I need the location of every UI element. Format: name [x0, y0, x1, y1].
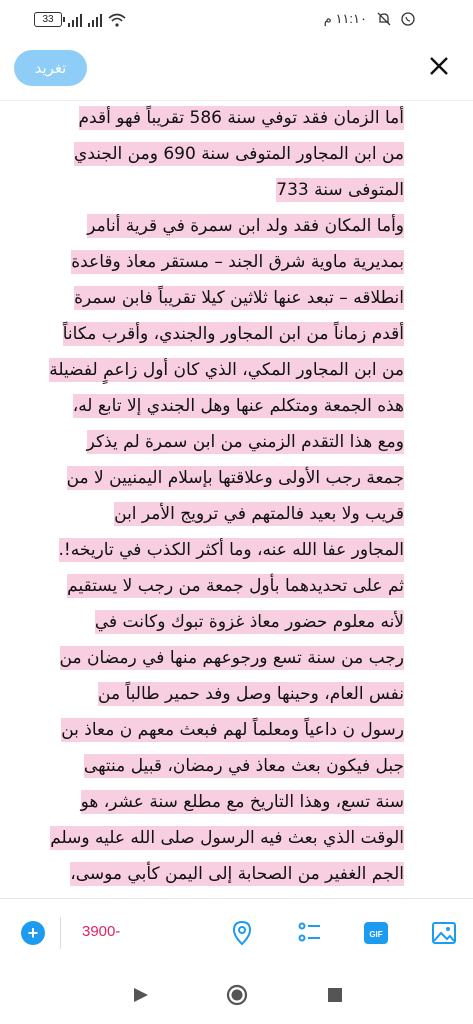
compose-toolbar — [0, 898, 473, 969]
status-right — [324, 11, 415, 27]
image-icon[interactable] — [430, 919, 458, 947]
char-counter: 3900- — [82, 923, 121, 940]
svg-text:GIF: GIF — [369, 930, 383, 939]
signal-icon — [68, 13, 82, 27]
text-line: هذه الجمعة ومتكلم عنها وهل الجندي إلا تابع له، — [72, 396, 404, 416]
battery-indicator: 33 — [34, 12, 62, 27]
gif-icon[interactable] — [362, 919, 390, 947]
text-line: الوقت الذي بعث فيه الرسول صلى الله عليه وسلم — [50, 828, 404, 848]
text-line: قريب ولا بعيد فالمتهم في ترويج الأمر ابن — [114, 504, 404, 524]
status-left — [34, 12, 126, 27]
text-line: المجاور عفا الله عنه، وما أكثر الكذب في تاريخه!. — [58, 540, 404, 560]
status-bar — [0, 0, 473, 42]
text-line: لأنه معلوم حضور معاذ غزوة تبوك وكانت في — [94, 612, 404, 632]
close-icon[interactable] — [427, 54, 451, 78]
text-line: جمعة رجب الأولى وعلاقتها بإسلام اليمنيين لا من — [66, 468, 404, 488]
text-line: نفس العام، وحينها وصل وفد حمير طالباً من — [98, 684, 404, 704]
signal-icon-2 — [88, 13, 102, 27]
whatsapp-icon — [401, 12, 415, 26]
tweet-button[interactable]: تغريد — [14, 50, 87, 86]
text-line: من ابن المجاور المكي، الذي كان أول زاعمٍ لفضيلة — [49, 360, 404, 380]
text-line: من ابن المجاور المتوفى سنة 690 ومن الجندي — [74, 144, 404, 164]
recents-icon[interactable] — [324, 984, 346, 1006]
clock: ١١:١٠ م — [323, 11, 367, 26]
add-thread-button[interactable]: + — [21, 921, 45, 945]
text-line: وأما المكان فقد ولد ابن سمرة في قرية أنامر — [87, 216, 404, 236]
home-icon[interactable] — [226, 984, 248, 1006]
text-line: رجب من سنة تسع ورجوعهم منها في رمضان من — [59, 648, 404, 668]
compose-header — [0, 42, 473, 101]
text-line: المتوفى سنة 733 — [276, 180, 404, 200]
text-line: الجم الغفير من الصحابة إلى اليمن كأبي موسى، — [70, 864, 404, 884]
toolbar-divider — [60, 917, 61, 949]
text-line: أقدم زماناً من ابن المجاور والجندي، وأقرب مكاناً — [62, 324, 404, 344]
text-line: انطلاقه – تبعد عنها ثلاثين كيلا تقريباً فابن سمرة — [74, 288, 404, 308]
text-line: أما الزمان فقد توفي سنة 586 تقريباً فهو أقدم — [78, 108, 404, 128]
text-line: بمديرية ماوية شرق الجند – مستقر معاذ وقاعدة — [71, 252, 404, 272]
poll-icon[interactable] — [296, 919, 324, 947]
text-line: رسول ن داعياً ومعلماً لهم فبعث معهم ن معاذ بن — [61, 720, 404, 740]
tweet-text-area[interactable] — [0, 100, 473, 898]
mute-bell-icon — [377, 12, 391, 26]
text-line: ثم على تحديدهما بأول جمعة من رجب لا يستقيم — [67, 576, 404, 596]
back-icon[interactable] — [130, 984, 152, 1006]
text-line: ومع هذا التقدم الزمني من ابن سمرة لم يذكر — [86, 432, 404, 452]
text-line: جبل فيكون بعث معاذ في رمضان، قبيل منتهى — [83, 756, 404, 776]
wifi-icon — [108, 13, 126, 27]
system-nav-bar — [0, 968, 473, 1024]
location-icon[interactable] — [228, 919, 256, 947]
text-line: سنة تسع، وهذا التاريخ مع مطلع سنة عشر، هو — [80, 792, 404, 812]
